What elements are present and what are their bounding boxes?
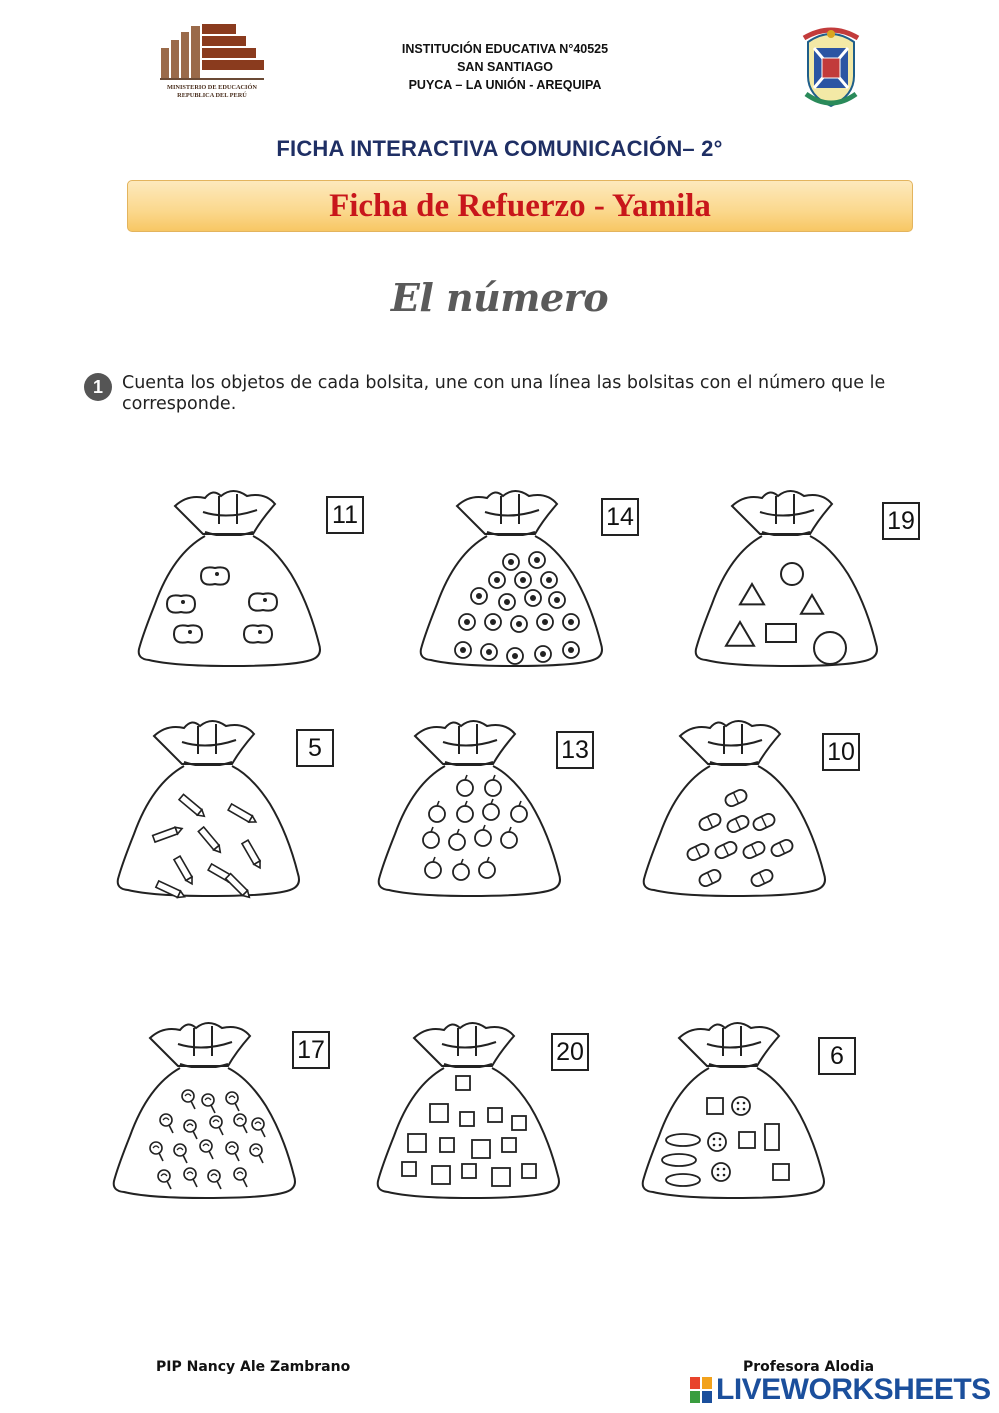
question-number-badge: 1: [84, 373, 112, 401]
number-box[interactable]: 17: [292, 1031, 330, 1069]
banner-title: Ficha de Refuerzo - Yamila: [329, 188, 711, 224]
liveworksheets-icon: [690, 1377, 712, 1403]
number-box[interactable]: 10: [822, 733, 860, 771]
bag-pencils: [112, 714, 307, 904]
school-location: PUYCA – LA UNIÓN - AREQUIPA: [408, 78, 602, 92]
bag-beans: [133, 484, 328, 674]
flower-icon: [507, 648, 523, 664]
flower-icon: [515, 572, 531, 588]
ministry-logo-line-2: REPUBLICA DEL PERÚ: [177, 92, 247, 99]
bean-icon: [244, 625, 272, 642]
bean-icon: [201, 567, 229, 584]
bean-icon: [167, 595, 195, 612]
bag-squares: [372, 1016, 567, 1206]
ministry-logo: [158, 22, 266, 108]
flower-icon: [471, 588, 487, 604]
flower-icon: [549, 592, 565, 608]
sewing-button-icon: [732, 1097, 750, 1115]
liveworksheets-brand: LIVEWORKSHEETS: [716, 1373, 991, 1406]
ministry-logo-mark: [158, 22, 266, 84]
number-box[interactable]: 20: [551, 1033, 589, 1071]
ministry-logo-line-1: MINISTERIO DE EDUCACIÓN: [167, 84, 257, 91]
flower-icon: [537, 614, 553, 630]
bag-shapes: [690, 484, 885, 674]
topic-title: El número: [390, 275, 609, 320]
number-box[interactable]: 5: [296, 729, 334, 767]
number-box[interactable]: 13: [556, 731, 594, 769]
school-name: INSTITUCIÓN EDUCATIVA N°40525: [401, 42, 609, 56]
sewing-button-icon: [708, 1133, 726, 1151]
bag-outline: [644, 721, 825, 896]
flower-icon: [481, 644, 497, 660]
bean-icon: [249, 593, 277, 610]
bag-pills: [638, 714, 833, 904]
footer-author: PIP Nancy Ale Zambrano: [156, 1359, 351, 1375]
bean-icon: [174, 625, 202, 642]
flower-icon: [529, 552, 545, 568]
flower-icon: [511, 616, 527, 632]
flower-icon: [455, 642, 471, 658]
footer-teacher: Profesora Alodia: [743, 1359, 875, 1375]
bag-outline: [378, 1023, 559, 1198]
flower-icon: [485, 614, 501, 630]
bag-buttons: [637, 1016, 832, 1206]
school-crest-icon: [796, 20, 866, 112]
flower-icon: [525, 590, 541, 606]
flower-icon: [563, 614, 579, 630]
number-box[interactable]: 14: [601, 498, 639, 536]
number-box[interactable]: 19: [882, 502, 920, 540]
flower-icon: [563, 642, 579, 658]
bag-flowers: [415, 484, 610, 674]
flower-icon: [489, 572, 505, 588]
flower-icon: [499, 594, 515, 610]
bag-apples: [373, 714, 568, 904]
school-campus: SAN SANTIAGO: [457, 60, 553, 74]
school-info: [330, 40, 680, 94]
bag-outline: [421, 491, 602, 666]
title-banner: [127, 180, 913, 232]
number-box[interactable]: 6: [818, 1037, 856, 1075]
flower-icon: [535, 646, 551, 662]
flower-icon: [541, 572, 557, 588]
bag-outline: [114, 1023, 295, 1198]
instruction-text: Cuenta los objetos de cada bolsita, une con una línea las bolsitas con el número que le corresponde.: [122, 373, 886, 414]
flower-icon: [503, 554, 519, 570]
sewing-button-icon: [712, 1163, 730, 1181]
bag-lollipops: [108, 1016, 303, 1206]
flower-icon: [459, 614, 475, 630]
number-box[interactable]: 11: [326, 496, 364, 534]
bag-outline: [696, 491, 877, 666]
sheet-title: FICHA INTERACTIVA COMUNICACIÓN– 2°: [276, 136, 723, 161]
